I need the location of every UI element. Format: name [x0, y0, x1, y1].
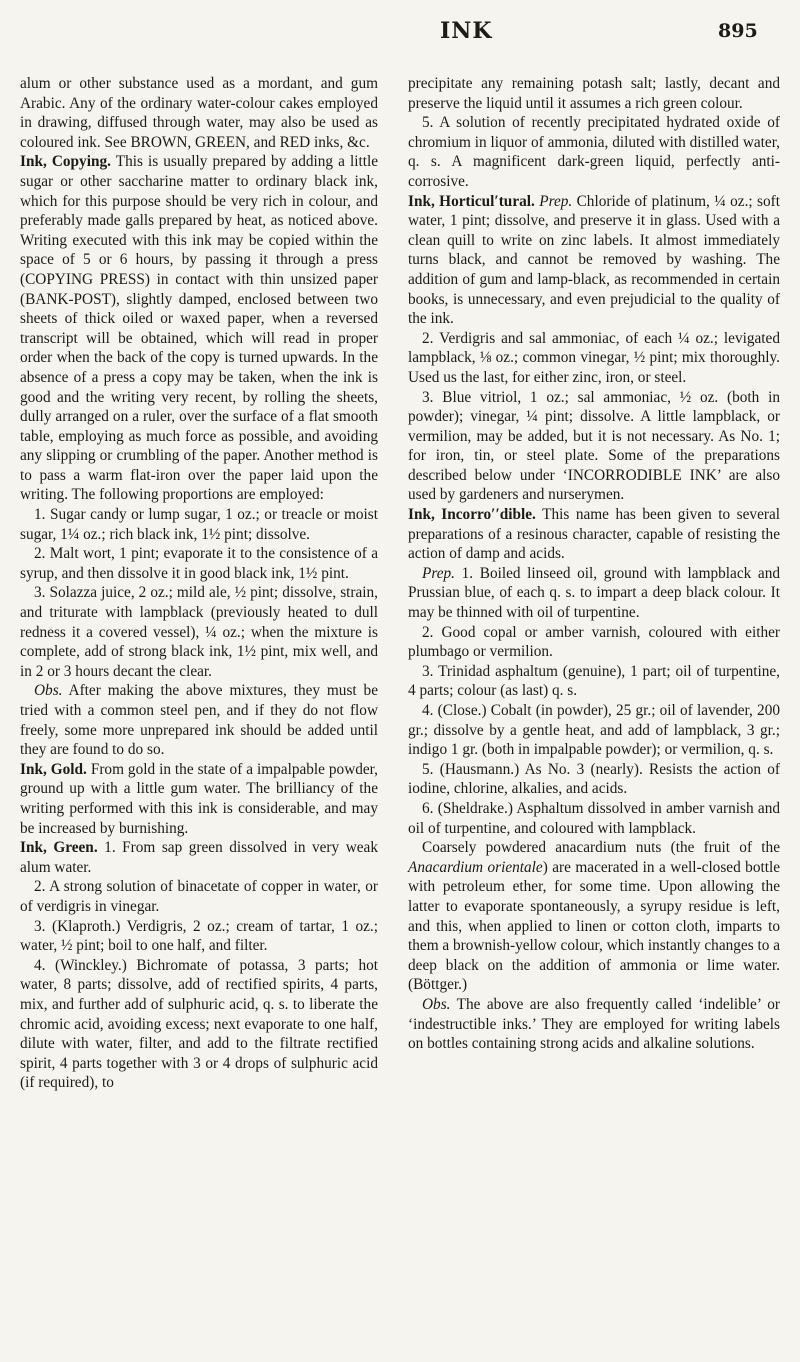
recipe: 4. (Close.) Cobalt (in powder), 25 gr.; oil of lavender, 200 gr.; dissolve by a gentle heat, and add of lampblack, 3 gr.; indigo 1 gr. (both in impalpable powder); or vermilion, q. s. [408, 702, 780, 759]
recipe: 4. (Winckley.) Bichromate of potassa, 3 parts; hot water, 8 parts; dissolve, add of rectified spirits, 4 parts, mix, and further add of sulphuric acid, q. s. to liberate the chromic acid, avoiding excess; next evaporate to one half, dilute with water, filter, and add to the filtrate rectified spirit, 4 parts together with 3 or 4 drops of sulphuric acid (if required), to [20, 956, 378, 1092]
species-name: Anacardium orientale [408, 858, 543, 876]
recipe: 2. A strong solution of binacetate of copper in water, or of verdigris in vinegar. [20, 878, 378, 915]
entry-ink-copying [20, 152, 378, 505]
recipe: Chloride of platinum, ¼ oz.; soft water, 1 pint; dissolve, and preserve it in glass. Used with a clean quill to write on zinc labels. It almost immediately turns black, and cannot be removed by washing. The addition of gum and lamp-black, as recommended in certain books, is unnecessary, and even prejudicial to the quality of the ink. [408, 192, 780, 328]
recipe: 1. From sap green dissolved in very weak alum water. [20, 839, 378, 876]
page-title: INK [440, 18, 493, 44]
observation [408, 995, 780, 1054]
obs-label: Obs. [34, 682, 63, 700]
headword: Ink, Horticul′tural. [408, 192, 535, 210]
entry-text: From gold in the state of a impalpable powder, ground up with a little gum water. The brilliancy of the writing performed with this ink is considerable, and may be increased by burnishing. [20, 760, 378, 837]
headword: Ink, Green. [20, 839, 98, 857]
recipe: 1. Sugar candy or lump sugar, 1 oz.; or treacle or moist sugar, 1¼ oz.; rich black ink, 1½ pint; dissolve. [20, 506, 378, 543]
entry-text: This is usually prepared by adding a little sugar or other saccharine matter to ordinary black ink, which for this purpose should be very rich in colour, and preferably made galls prepared by heat, as noticed above. Writing executed with this ink may be copied within the space of 5 or 6 hours, by passing it through a press (COPYING PRESS) in contact with thin unsized paper (BANK-POST), slightly damped, enclosed between two sheets of thick oiled or waxed paper, when a reversed transcript will be obtained, which will read in proper order when the back of the copy is turned upwards. In the absence of a press a copy may be taken, when the ink is good and the writing very recent, by rolling the sheets, dully arranged on a ruler, over the surface of a flat smooth table, employing as much force as possible, and avoiding any slipping or crumbling of the paper. Another method is to pass a warm flat-iron over the paper laid upon the writing. The following proportions are employed: [20, 153, 378, 504]
paragraph [408, 838, 780, 995]
obs-text: After making the above mixtures, they must be tried with a common steel pen, and if they do not flow freely, some more unprepared ink should be added until they are found to do so. [20, 682, 378, 759]
recipe: 2. Good copal or amber varnish, coloured with either plumbago or vermilion. [408, 623, 780, 661]
entry-ink-incorrodible [408, 505, 780, 564]
obs-label: Obs. [422, 995, 451, 1013]
recipe-text: 1. Boiled linseed oil, ground with lampblack and Prussian blue, of each q. s. to impart a deep black colour. It may be thinned with oil of turpentine. [408, 564, 780, 622]
entry-ink-horticultural [408, 192, 780, 329]
entry-text: This name has been given to several preparations of a resinous character, capable of resisting the action of damp and acids. [408, 506, 780, 563]
left-column [20, 74, 378, 1093]
headword: Ink, Incorro′′dible. [408, 506, 536, 524]
recipe: 3. Trinidad asphaltum (genuine), 1 part; oil of turpentine, 4 parts; colour (as last) q. s. [408, 662, 780, 700]
obs-text: The above are also frequently called ‘indelible’ or ‘indestructible inks.’ They are employed for writing labels on bottles containing strong acids and alkaline solutions. [408, 995, 780, 1053]
recipe: 5. (Hausmann.) As No. 3 (nearly). Resists the action of iodine, chlorine, alkalies, and acids. [408, 760, 780, 798]
entry-ink-gold [20, 760, 378, 838]
headword: Ink, Gold. [20, 760, 87, 778]
prep-label: Prep. [422, 564, 455, 582]
prep-label: Prep. [539, 192, 573, 210]
entry-ink-green [20, 838, 378, 877]
recipe: 6. (Sheldrake.) Asphaltum dissolved in amber varnish and oil of turpentine, and coloured with lampblack. [408, 799, 780, 837]
recipe: 3. Blue vitriol, 1 oz.; sal ammoniac, ½ oz. (both in powder); vinegar, ¼ pint; dissolve. A little lampblack, or vermilion, may be added, but it is not necessary. As No. 1; for iron, tin, or steel plate. Some of the preparations described below under ‘INCORRODIBLE INK’ are also used by gardeners and nurserymen. [408, 388, 780, 504]
recipe: 5. A solution of recently precipitated hydrated oxide of chromium in liquor of ammonia, diluted with distilled water, q. s. A magnificent dark-green liquid, perfectly anti-corrosive. [408, 114, 780, 190]
recipe: 3. (Klaproth.) Verdigris, 2 oz.; cream of tartar, 1 oz.; water, ½ pint; boil to one half, and filter. [20, 917, 378, 955]
observation [20, 681, 378, 759]
recipe: 2. Verdigris and sal ammoniac, of each ¼ oz.; levigated lampblack, ⅛ oz.; common vinegar, ½ pint; mix thoroughly. Used us the last, for either zinc, iron, or steel. [408, 329, 780, 386]
recipe [408, 564, 780, 623]
running-head [0, 18, 800, 58]
headword: Ink, Copying. [20, 153, 111, 171]
page-number: 895 [718, 20, 758, 42]
paragraph: alum or other substance used as a mordant, and gum Arabic. Any of the ordinary water-colour cakes employed in drawing, diffused through water, may also be used as coloured ink. See BROWN, GREEN, and RED inks, &c. [20, 75, 378, 151]
recipe: 3. Solazza juice, 2 oz.; mild ale, ½ pint; dissolve, strain, and triturate with lampblack (previously heated to dull redness it a covered vessel), ¼ oz.; when the mixture is complete, add of strong black ink, 1½ pint, mix well, and in 2 or 3 hours decant the clear. [20, 584, 378, 680]
text-segment: Coarsely powdered anacardium nuts (the fruit of the [422, 839, 780, 857]
recipe: 2. Malt wort, 1 pint; evaporate it to the consistence of a syrup, and then dissolve it in good black ink, 1½ pint. [20, 545, 378, 582]
text-segment: ) are macerated in a well-closed bottle with petroleum ether, for some time. Upon allowing the latter to evaporate spontaneously, a syrupy residue is left, and this, when applied to linen or cotton cloth, imparts to them a brownish-yellow colour, which instantly changes to a deep black on the addition of ammonia or lime water. (Böttger.) [408, 858, 781, 994]
paragraph: precipitate any remaining potash salt; lastly, decant and preserve the liquid until it assumes a rich green colour. [408, 75, 780, 112]
right-column [408, 74, 780, 1054]
